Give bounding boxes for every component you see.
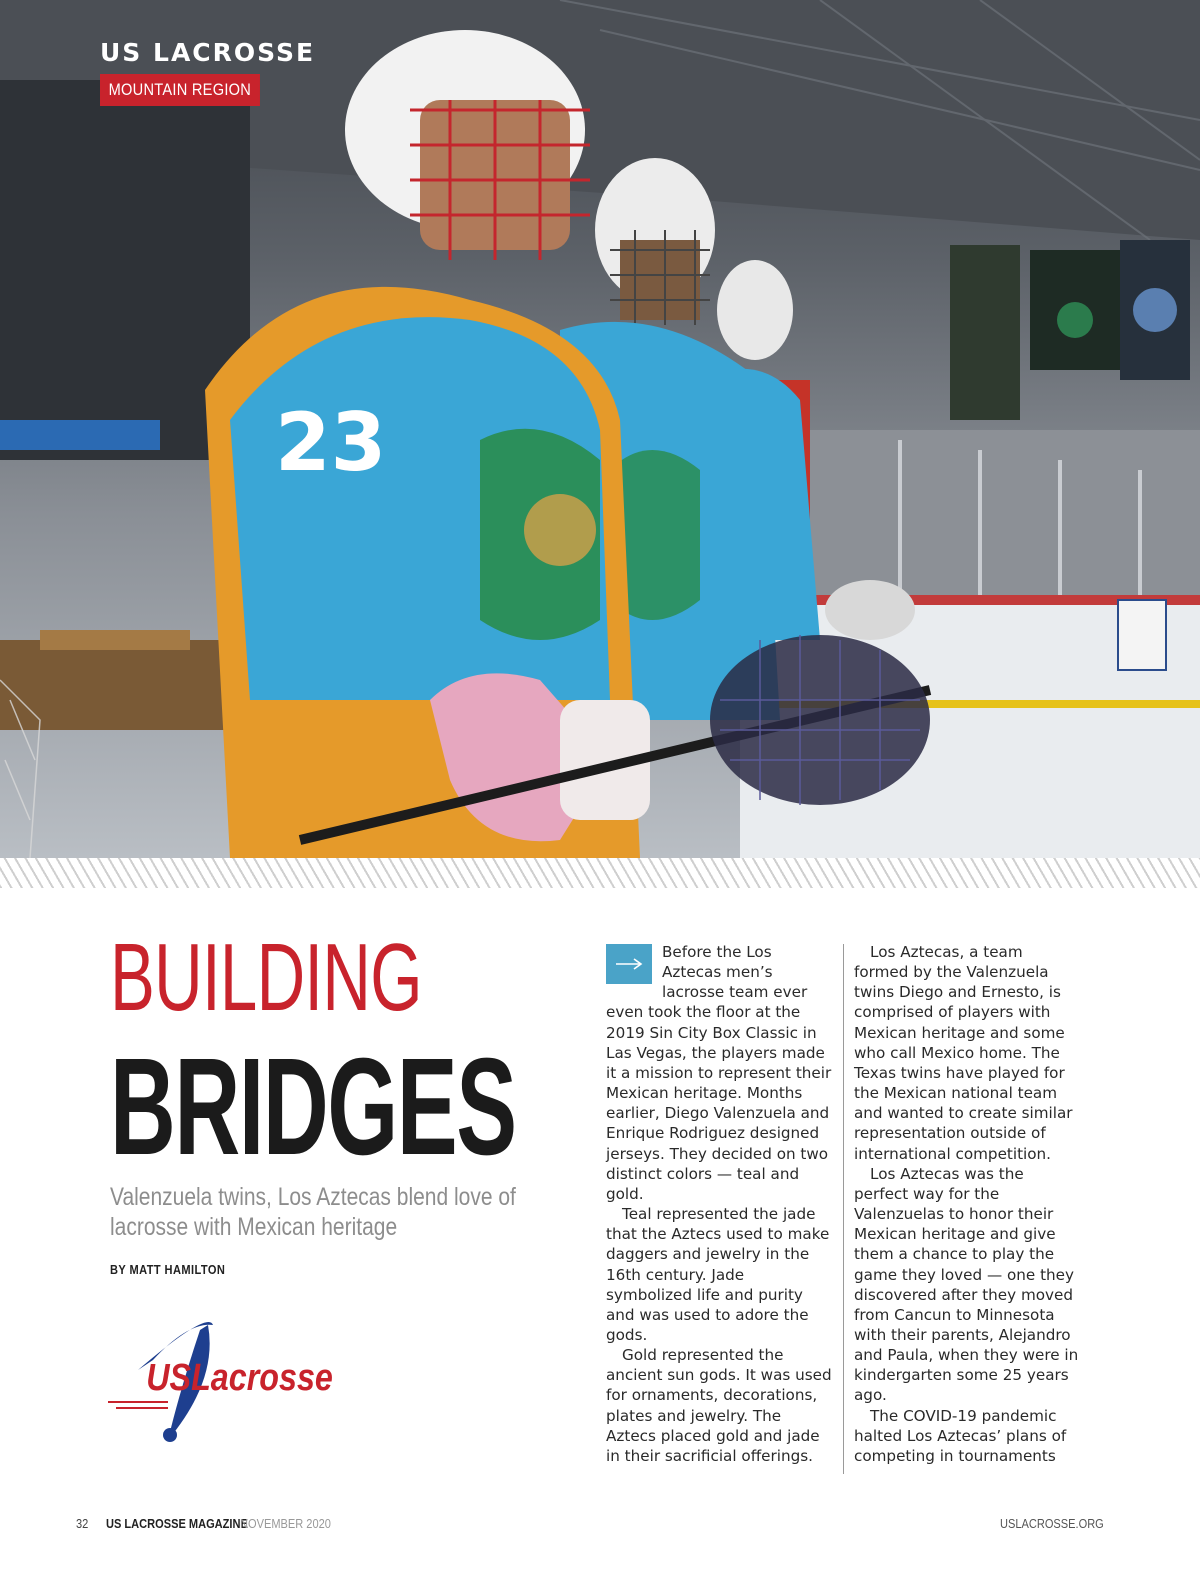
region-tag: MOUNTAIN REGION: [100, 74, 260, 106]
paragraph: Gold represented the ancient sun gods. It was used for ornaments, decorations, plates and jewelry. The Aztecs placed gold and jade in their sacrificial offerings.: [606, 1346, 832, 1465]
arrow-right-icon: [606, 944, 652, 984]
paragraph: The COVID-19 pandemic halted Los Aztecas’ plans of competing in tournaments: [854, 1406, 1067, 1465]
paragraph: Los Aztecas, a team formed by the Valenzuela twins Diego and Ernesto, is comprised of players with Mexican heritage and some who call Mexico home. The Texas twins have played for the Mexican national team and wanted to create similar representation outside of international competition.: [854, 943, 1073, 1163]
paragraph: Los Aztecas was the perfect way for the Valenzuelas to honor their Mexican heritage and give them a chance to play the game they loved — one they discovered after they moved from Cancun to Minnesota with their parents, Alejandro and Paula, when they were in kindergarten some 25 years ago.: [854, 1164, 1079, 1405]
issue-date: NOVEMBER 2020: [240, 1516, 331, 1531]
headline-main: BRIDGES: [110, 1030, 516, 1184]
column-rule: [843, 944, 844, 1474]
body-column-1: [606, 942, 832, 1466]
byline: BY MATT HAMILTON: [110, 1262, 226, 1277]
article-dek: Valenzuela twins, Los Aztecas blend love of lacrosse with Mexican heritage: [110, 1183, 516, 1241]
magazine-name: US LACROSSE MAGAZINE: [106, 1516, 248, 1531]
body-column-2: [854, 942, 1080, 1466]
page-number: 32: [76, 1516, 89, 1531]
us-lacrosse-logo: [108, 1320, 358, 1450]
jersey-number: 23: [275, 396, 387, 489]
paragraph: Teal represented the jade that the Aztecs used to make daggers and jewelry in the 16th century. Jade symbolized life and purity and was used to adore the gods.: [606, 1205, 830, 1344]
paragraph-text: Before the Los Aztecas men’s lacrosse team ever even took the floor at the 2019 Sin City Box Classic in Las Vegas, the players made it a mission to represent their Mexican heritage. Months earlier, Diego Valenzuela and Enrique Rodriguez designed jerseys. They decided on two distinct colors — teal and gold.: [606, 943, 832, 1203]
logo-wordmark: USLacrosse: [146, 1356, 333, 1399]
paragraph: [606, 942, 832, 1204]
website-link[interactable]: USLACROSSE.ORG: [1000, 1516, 1104, 1531]
headline-kicker: BUILDING: [110, 924, 422, 1031]
hatch-divider: [0, 858, 1200, 888]
brand-wordmark: US LACROSSE: [100, 38, 316, 67]
